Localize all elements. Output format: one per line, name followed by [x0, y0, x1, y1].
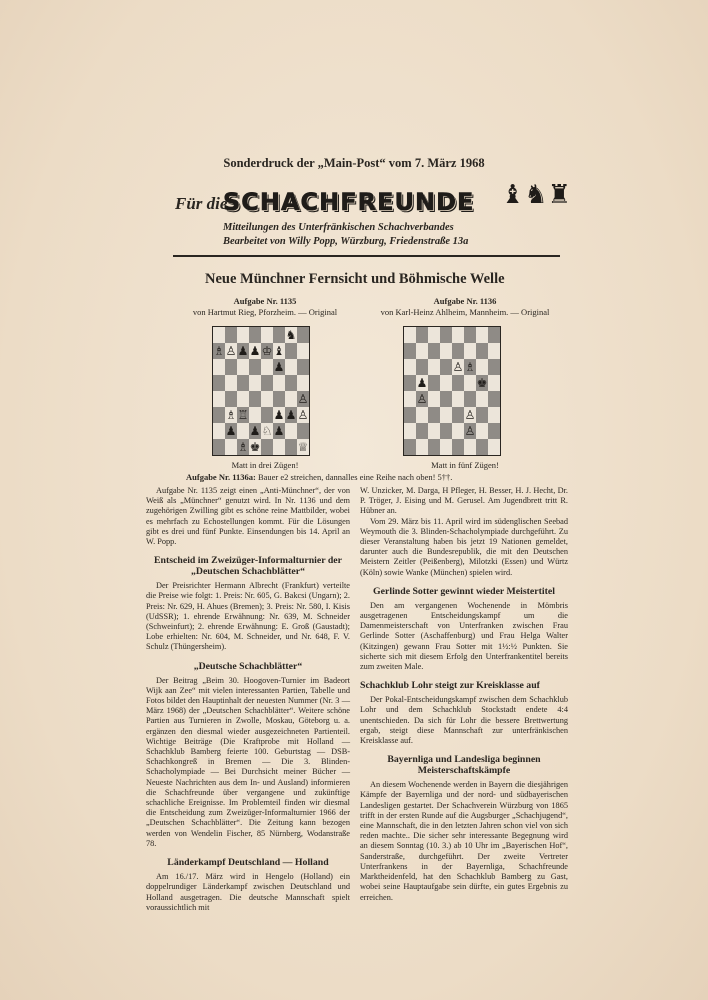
board-square	[488, 343, 500, 359]
board-square: ♟	[285, 408, 297, 422]
board-square	[488, 359, 500, 375]
board-square	[273, 439, 285, 455]
board-square	[404, 391, 416, 407]
article-heading: Schachklub Lohr steigt zur Kreisklasse auf	[360, 680, 540, 692]
board-square	[440, 439, 452, 455]
header-rule	[173, 255, 560, 257]
board-square: ♟	[249, 424, 261, 438]
board-square	[285, 423, 297, 439]
headline: Neue Münchner Fernsicht und Böhmische Welle	[205, 271, 505, 287]
board-square	[249, 407, 261, 423]
article-paragraph: Am 16./17. März wird in Hengelo (Holland) ein doppelrundiger Länderkampf zwischen Deutschland und Holland ausgetragen. Die deutsche Mannschaft spielt voraussichtlich mit	[146, 872, 350, 912]
board-square	[452, 375, 464, 391]
reprint-line: Sonderdruck der „Main-Post“ vom 7. März 1968	[223, 156, 485, 170]
board-square	[428, 375, 440, 391]
board-square	[237, 327, 249, 343]
board-square	[404, 343, 416, 359]
board-square	[213, 439, 225, 455]
article	[146, 661, 350, 849]
board-square	[404, 327, 416, 343]
board-square	[476, 391, 488, 407]
board-square	[440, 375, 452, 391]
article	[146, 555, 350, 652]
board-square	[452, 391, 464, 407]
board-square	[285, 343, 297, 359]
article	[360, 486, 568, 578]
board-square	[440, 359, 452, 375]
board-square	[488, 439, 500, 455]
board-square: ♗	[237, 440, 249, 454]
problem-1136a-note	[186, 472, 452, 482]
board-square	[404, 439, 416, 455]
board-square: ♖	[237, 408, 249, 422]
board-square	[404, 407, 416, 423]
article	[360, 754, 568, 902]
board-square	[476, 439, 488, 455]
board-square	[440, 407, 452, 423]
board-square: ♙	[225, 344, 237, 358]
board-square	[404, 423, 416, 439]
board-square: ♙	[297, 408, 309, 422]
board-square	[476, 327, 488, 343]
article-paragraph: Den am vergangenen Wochenende in Mömbris ausgetragenen Entscheidungskampf um die Damenmeisterschaft von Unterfranken zwischen Frau Gerlinde Sotter (Aschaffenburg) und Frau Helga Walter (Kitzingen) gewann Frau Sotter mit 1½:½ Punkten. Sie sicherte sich mit diesem Erfolg den Unterfrankentitel bereits zum zweiten Male.	[360, 600, 568, 672]
board-square: ♙	[416, 392, 428, 406]
board-square: ♘	[261, 424, 273, 438]
board-square	[488, 407, 500, 423]
board-square	[225, 391, 237, 407]
board-square	[285, 439, 297, 455]
board-square	[237, 391, 249, 407]
masthead	[175, 180, 571, 220]
left-column	[146, 486, 350, 913]
board-square	[416, 439, 428, 455]
problem-1-title: Aufgabe Nr. 1135	[233, 296, 297, 306]
board-square	[428, 391, 440, 407]
board-square	[261, 375, 273, 391]
article-paragraph: W. Unzicker, M. Darga, H Pfleger, H. Besser, H. J. Hecht, Dr. P. Tröger, J. Eising und M. Gerusel. Am Jugendbrett tritt R. Hübner an.	[360, 486, 568, 516]
board-square	[452, 327, 464, 343]
board-square	[452, 407, 464, 423]
board-square	[440, 391, 452, 407]
board-square	[488, 375, 500, 391]
article-heading: Entscheid im Zweizüger-Informalturnier der „Deutschen Schachblätter“	[153, 555, 343, 578]
article-paragraph: Der Beitrag „Beim 30. Hoogoven-Turnier im Badeort Wijk aan Zee“ mit vielen interessanten Partien, Tabelle und Fotos bildet den Hauptinhalt der neuesten Nummer (Nr. 3 — März 1968) der „Deutschen Schachblätter“. Weitere schöne Partien aus Turnieren in Zwolle, Moskau, Göteborg u. a. ergänzen den diesmal wieder ausgezeichneten Partienteil. Wichtige Beiträge (Die Kraftprobe mit Holland — Schachklub Bamberg feierte 100. Geburtstag — DSB-Schachkongreß in Bremen — Die 3. Blinden-Schacholympiade — Bei Durchsicht meiner Bücher — Neueste Nachrichten aus dem In- und Ausland) informieren die Schachfreunde über vergangene und zukünftige schachliche Ereignisse. Im Problemteil finden wir diesmal die Entscheidung zum Zweizüger-Informalturnier 1966 der „Deutschen Schachblätter“. Die Zeitung kann bezogen werden von Wendelin Fischer, 85 Nürnberg, Wodanstraße 78.	[146, 675, 350, 848]
board-square: ♙	[464, 424, 476, 438]
article-paragraph: Der Pokal-Entscheidungskampf zwischen dem Schachklub Lohr und dem Schachklub Stockstadt endete 4:4 unentschieden. Da sich für Lohr die bessere Brettwertung ergab, steigt diese Mannschaft zur unterfränkischen Kreisklasse auf.	[360, 695, 568, 746]
article	[146, 857, 350, 913]
board-square: ♟	[273, 360, 285, 374]
article-paragraph: Der Preisrichter Hermann Albrecht (Frankfurt) verteilte die Preise wie folgt: 1. Preis: Nr. 605, G. Bakcsi (Ungarn); 2. Preis: Nr. 629, H. Ahues (Bremen); 3. Preis: Nr. 580, I. Kisis (UdSSR); 1. ehrende Erwähnung: Nr. 639, M. Schneider (Schweinfurt); 2. ehrende Erwähnung: E. Groß (Gaustadt); Lobe erhielten: Nr. 604, M. Schneider, und Nr. 648, F. V. Schulz (Thüngersheim).	[146, 581, 350, 652]
board-square: ♗	[213, 344, 225, 358]
board-square	[273, 391, 285, 407]
board-square	[261, 439, 273, 455]
board-square	[488, 423, 500, 439]
chess-pieces-logo-icon: ♝♞♜	[501, 180, 571, 210]
article-heading: Länderkampf Deutschland — Holland	[167, 857, 329, 869]
board-square	[476, 343, 488, 359]
masthead-title: SCHACHFREUNDE	[223, 188, 475, 216]
board-square	[404, 359, 416, 375]
board-square	[416, 343, 428, 359]
article	[146, 486, 350, 547]
masthead-editor: Bearbeitet von Willy Popp, Würzburg, Friedenstraße 13a	[223, 236, 469, 247]
board-square	[416, 423, 428, 439]
board-square	[428, 359, 440, 375]
board-square	[261, 391, 273, 407]
problem-1-author: von Hartmut Rieg, Pforzheim. — Original	[192, 307, 338, 317]
article-heading: Gerlinde Sotter gewinnt wieder Meistertitel	[373, 585, 555, 597]
board-square: ♟	[273, 424, 285, 438]
board-square	[213, 359, 225, 375]
masthead-prefix: Für die	[175, 194, 228, 213]
article-paragraph: An diesem Wochenende werden in Bayern die diesjährigen Kämpfe der Bayernliga und der nord- und südbayerischen Landesligen gestartet. Der Schachverein Würzburg von 1865 trifft in der ersten Runde auf die Augsburger „Schachjugend“, eine Mannschaft, die in den letzten Jahren schon viel von sich reden machte.. Die sicher sehr interessante Begegnung wird an diesem Sonntag (10. 3.) ab 10 Uhr im „Bayerischen Hof“, Sanderstraße, durchgeführt. Der zweite Vertreter Unterfrankens in der Bayernliga, Schachfreunde Marktheidenfeld, hat den Schachklub Bamberg zu Gast, wobei seine Hauptaufgabe sein dürfte, ein gutes Ergebnis zu erreichen.	[360, 780, 568, 902]
article-paragraph: Vom 29. März bis 11. April wird im südenglischen Seebad Weymouth die 3. Blinden-Schacholympiade durchgeführt. Zu dieser Veranstaltung haben bis jetzt 19 Nationen gemeldet, darunter auch die Bundesrepublik, die mit den Deutschen Meistern Zeitler (Peißenberg), Milotzki (Essen) und Würtz (Köln) sowie Wanke (München) spielen wird.	[360, 516, 568, 577]
board-square	[488, 327, 500, 343]
board-square	[237, 359, 249, 375]
board-square	[416, 327, 428, 343]
board-square	[297, 375, 309, 391]
board-square	[261, 359, 273, 375]
board-square	[225, 359, 237, 375]
problem-2-author: von Karl-Heinz Ahlheim, Mannheim. — Original	[380, 307, 550, 317]
board-square: ♙	[452, 360, 464, 374]
problem-1-board	[212, 326, 310, 456]
board-square: ♔	[261, 344, 273, 358]
board-square	[285, 391, 297, 407]
article	[360, 680, 568, 746]
board-square	[297, 327, 309, 343]
board-square	[297, 343, 309, 359]
board-square	[249, 327, 261, 343]
board-square	[213, 375, 225, 391]
board-square: ♗	[464, 360, 476, 374]
article-heading: Bayernliga und Landesliga beginnen Meisterschaftskämpfe	[387, 754, 541, 777]
board-square	[440, 327, 452, 343]
board-square: ♞	[285, 328, 297, 342]
board-square	[428, 343, 440, 359]
board-square: ♟	[273, 408, 285, 422]
board-square: ♟	[237, 344, 249, 358]
board-square: ♝	[273, 344, 285, 358]
board-square	[225, 375, 237, 391]
note-label: Aufgabe Nr. 1136a:	[186, 472, 256, 482]
board-square	[464, 391, 476, 407]
board-square	[273, 327, 285, 343]
board-square: ♟	[249, 344, 261, 358]
article	[360, 586, 568, 672]
board-square	[452, 343, 464, 359]
right-column	[360, 486, 568, 903]
board-square: ♗	[225, 408, 237, 422]
board-square	[213, 407, 225, 423]
board-square	[273, 375, 285, 391]
board-square: ♟	[416, 376, 428, 390]
board-square	[213, 423, 225, 439]
article-heading: „Deutsche Schachblätter“	[193, 660, 303, 672]
board-square	[440, 343, 452, 359]
board-square	[428, 439, 440, 455]
board-square	[452, 439, 464, 455]
board-square	[464, 327, 476, 343]
note-text: Bauer e2 streichen, dannalles eine Reihe nach oben! 5††.	[257, 472, 453, 482]
board-square	[261, 327, 273, 343]
board-square	[476, 359, 488, 375]
board-square: ♙	[464, 408, 476, 422]
board-square	[428, 407, 440, 423]
board-square	[476, 407, 488, 423]
board-square	[488, 391, 500, 407]
board-square: ♚	[476, 376, 488, 390]
board-square	[297, 359, 309, 375]
problem-1-caption: Matt in drei Zügen!	[231, 460, 299, 470]
board-square	[249, 359, 261, 375]
board-square	[213, 391, 225, 407]
board-square	[416, 359, 428, 375]
board-square: ♟	[225, 424, 237, 438]
board-square	[452, 423, 464, 439]
board-square	[249, 391, 261, 407]
board-square: ♕	[297, 440, 309, 454]
board-square: ♙	[297, 392, 309, 406]
masthead-subtitle: Mitteilungen des Unterfränkischen Schachverbandes	[223, 222, 454, 233]
problem-2-title: Aufgabe Nr. 1136	[433, 296, 497, 306]
board-square	[261, 407, 273, 423]
problem-2-board	[403, 326, 501, 456]
problem-2-caption: Matt in fünf Zügen!	[431, 460, 499, 470]
board-square	[476, 423, 488, 439]
board-square	[416, 407, 428, 423]
article-paragraph: Aufgabe Nr. 1135 zeigt einen „Anti-Münchner“, der von Weiß als „Münchner“ genutzt wird. In Nr. 1136 und dem zugehörigen Zwilling gibt es schöne reine Mattbilder, wobei es mehrfach zu Echostellungen kommt. Für die Lösungen gibt es drei und fünf Punkte. Einsendungen bis 14. April an W. Popp.	[146, 486, 350, 547]
board-square	[404, 375, 416, 391]
board-square	[237, 375, 249, 391]
board-square	[225, 439, 237, 455]
board-square	[297, 423, 309, 439]
board-square	[237, 423, 249, 439]
board-square	[225, 327, 237, 343]
board-square	[249, 375, 261, 391]
board-square	[440, 423, 452, 439]
board-square	[428, 423, 440, 439]
board-square	[464, 439, 476, 455]
board-square	[285, 375, 297, 391]
board-square	[285, 359, 297, 375]
board-square	[428, 327, 440, 343]
board-square	[464, 343, 476, 359]
board-square	[213, 327, 225, 343]
board-square	[464, 375, 476, 391]
board-square: ♚	[249, 440, 261, 454]
